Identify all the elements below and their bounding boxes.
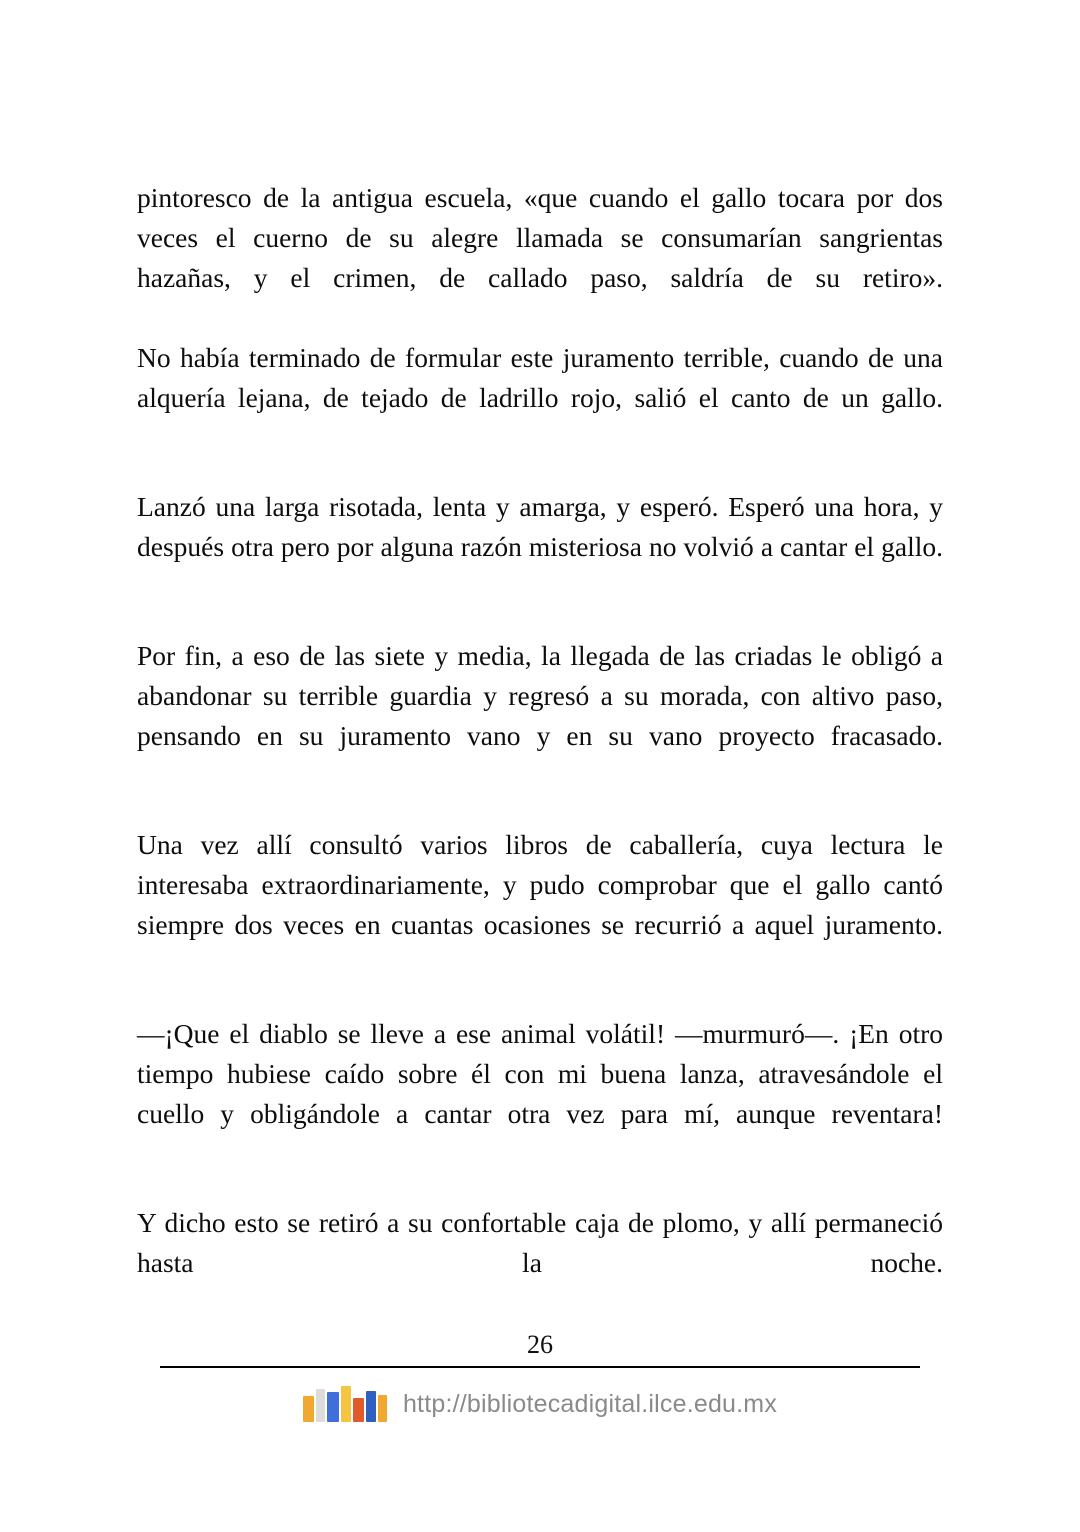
footer-source xyxy=(0,1386,1080,1422)
paragraph: Por fin, a eso de las siete y media, la llegada de las criadas le obligó a abandonar su terrible guardia y regresó a su morada, con altivo paso, pensando en su juramento vano y en su vano proyecto fracasado. xyxy=(137,640,943,751)
paragraph: pintoresco de la antigua escuela, «que cuando el gallo tocara por dos veces el cuerno de su alegre llamada se consumarían sangrientas hazañas, y el crimen, de callado paso, saldría de su retiro». xyxy=(137,182,943,293)
paragraph: Una vez allí consultó varios libros de caballería, cuya lectura le interesaba extraordinariamente, y pudo comprobar que el gallo cantó siempre dos veces en cuantas ocasiones se recurrió a aquel juramento. xyxy=(137,829,943,940)
source-url[interactable]: http://bibliotecadigital.ilce.edu.mx xyxy=(402,1389,778,1418)
paragraph: Y dicho esto se retiró a su confortable caja de plomo, y allí permaneció hasta la noche. xyxy=(137,1207,943,1278)
footer-divider xyxy=(160,1366,920,1368)
paragraph: No había terminado de formular este juramento terrible, cuando de una alquería lejana, de tejado de ladrillo rojo, salió el canto de un gallo. xyxy=(137,342,943,413)
paragraph: —¡Que el diablo se lleve a ese animal volátil! —murmuró—. ¡En otro tiempo hubiese caído sobre él con mi buena lanza, atravesándole el cuello y obligándole a cantar otra vez para mí, aunque reventara! xyxy=(137,1018,943,1129)
paragraph: Lanzó una larga risotada, lenta y amarga, y esperó. Esperó una hora, y después otra pero por alguna razón misteriosa no volvió a cantar el gallo. xyxy=(137,491,943,562)
books-icon xyxy=(303,1386,389,1422)
page-footer xyxy=(0,1330,1080,1422)
page-number: 26 xyxy=(527,1330,553,1359)
page-content xyxy=(137,178,943,1323)
